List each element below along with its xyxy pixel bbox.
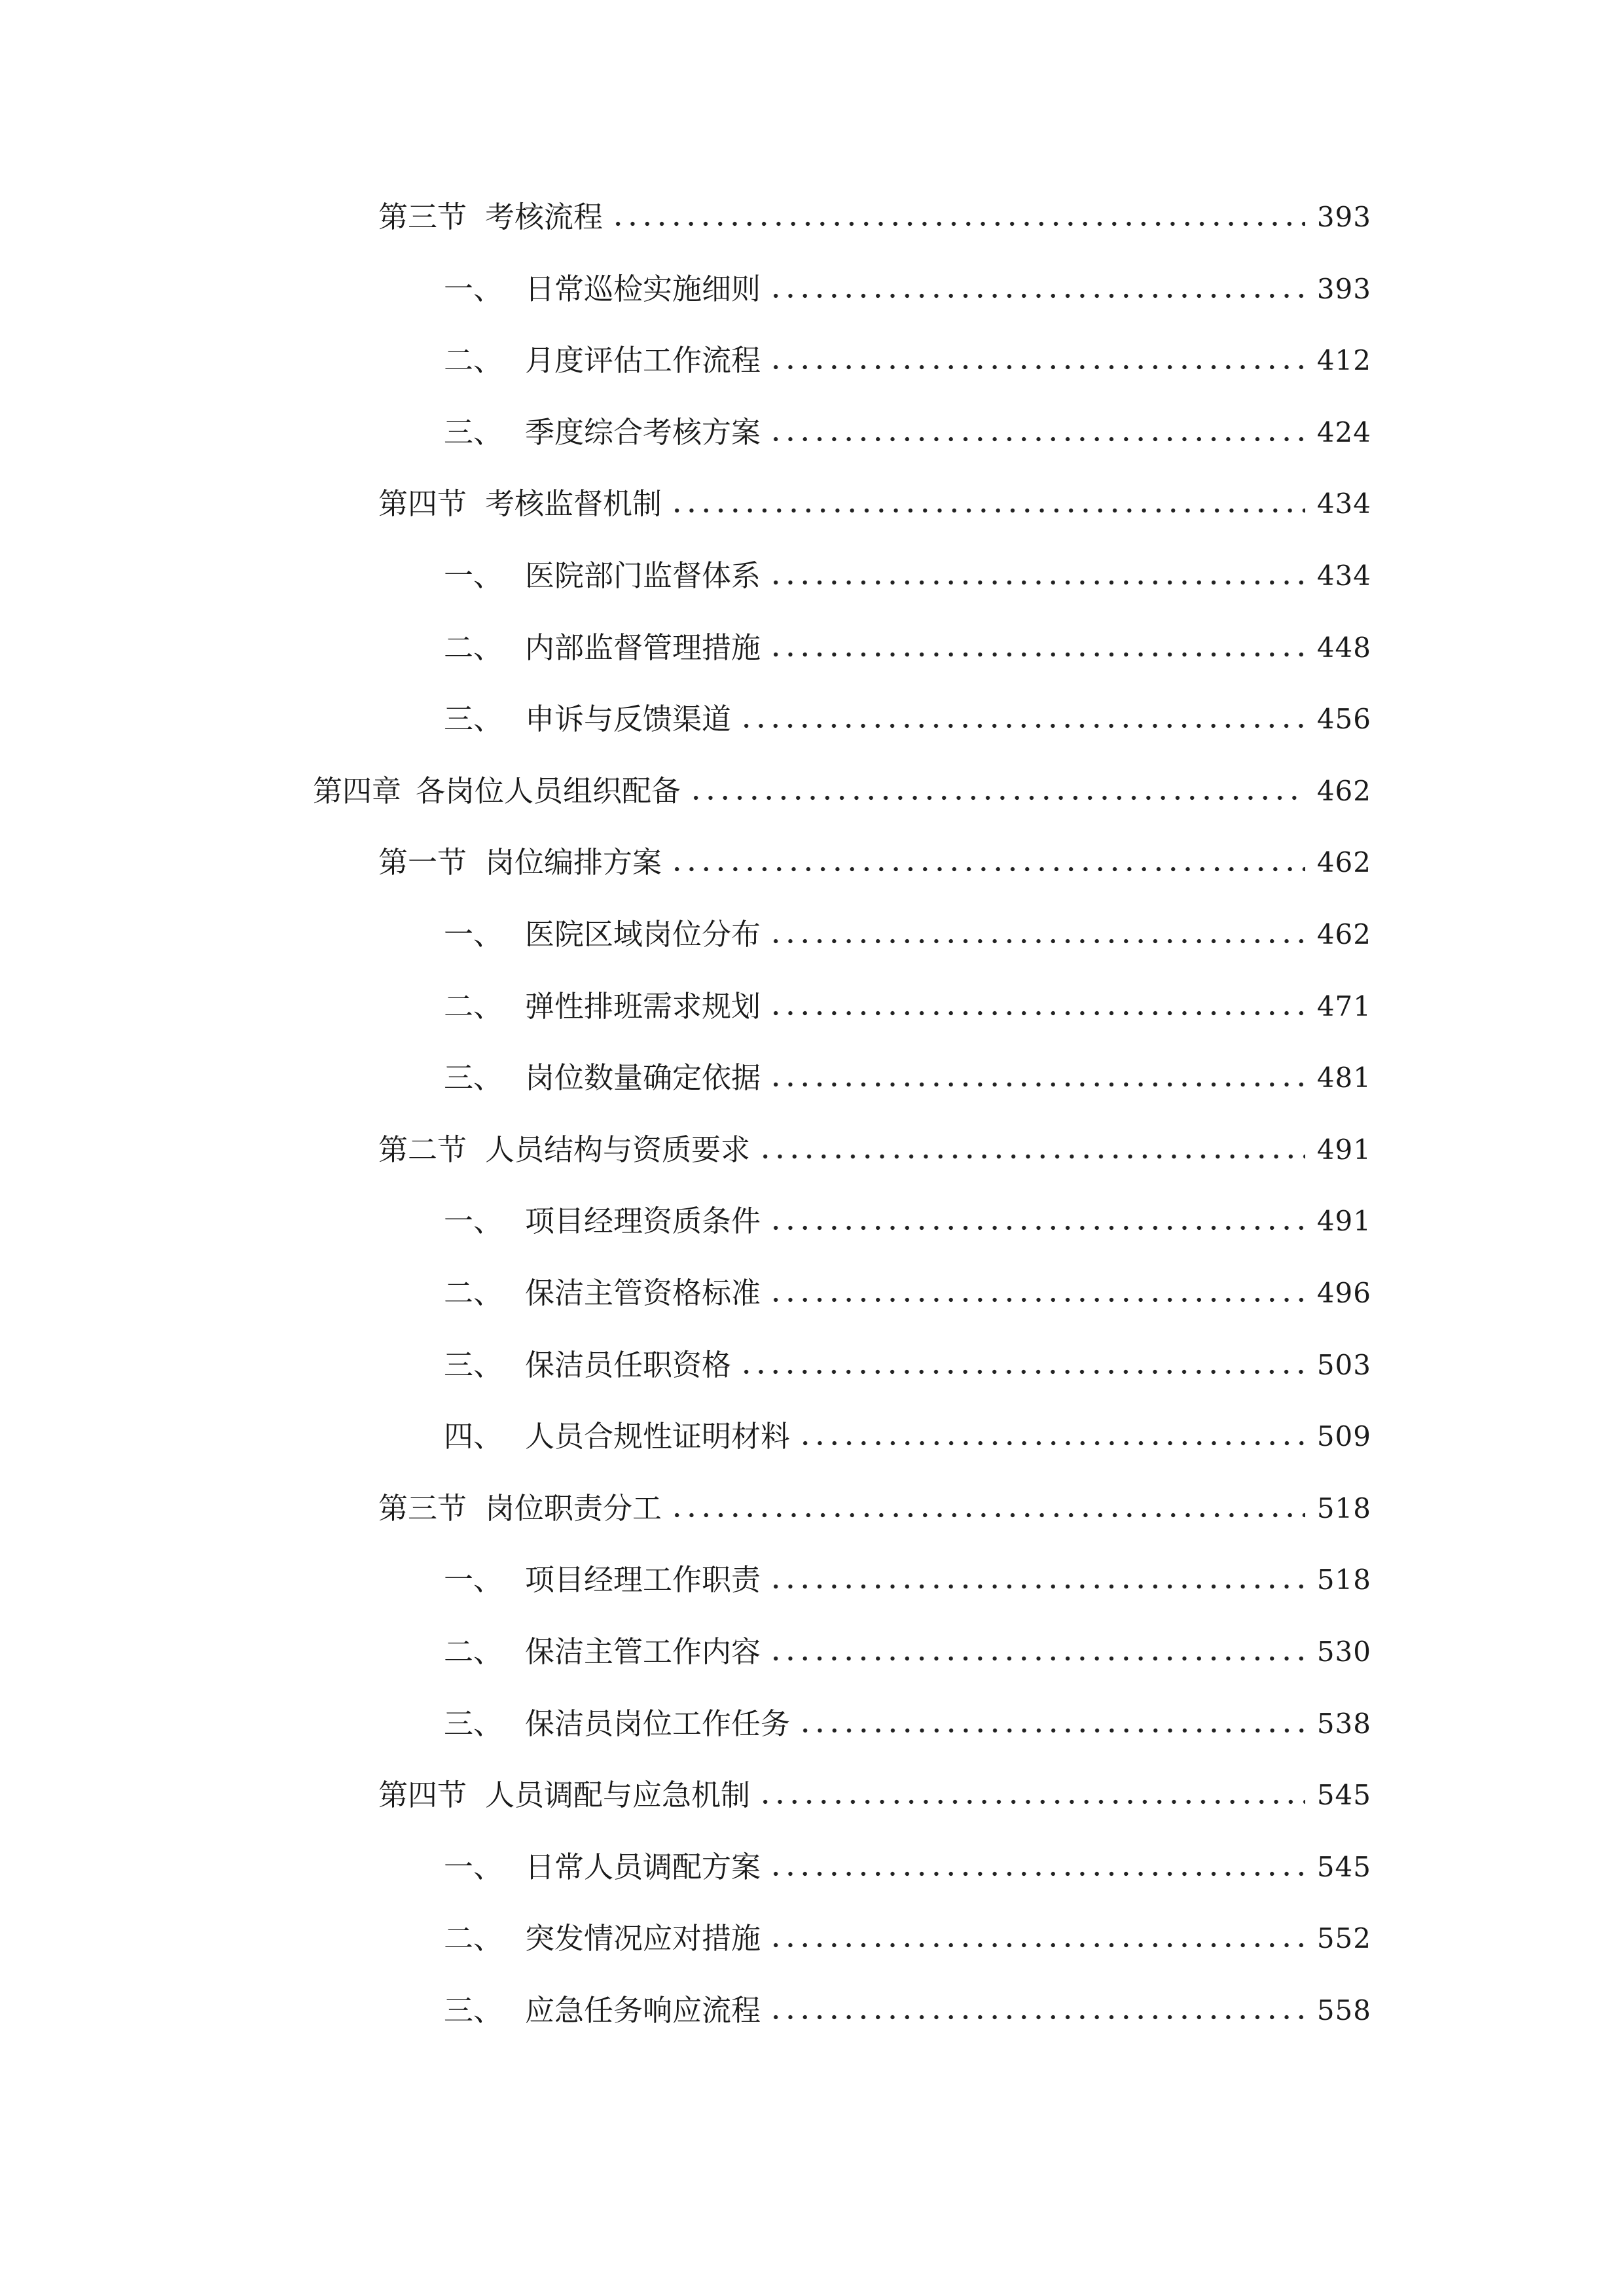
toc-entry-label xyxy=(444,625,761,671)
toc-entry-page-number: 509 xyxy=(1316,1420,1371,1452)
toc-entry-title: 日常人员调配方案 xyxy=(525,1850,761,1884)
toc-entry-page-number: 424 xyxy=(1316,416,1371,448)
toc-entry-label xyxy=(444,553,761,599)
toc-dot-leader xyxy=(768,410,1305,456)
toc-entry-chapter[interactable] xyxy=(313,768,1371,814)
toc-entry-label xyxy=(378,481,662,527)
toc-entry-page-number: 552 xyxy=(1316,1922,1371,1954)
toc-entry-page-number: 434 xyxy=(1316,488,1371,520)
toc-entry-item[interactable] xyxy=(444,1988,1371,2034)
toc-entry-number: 三、 xyxy=(444,1348,503,1382)
toc-entry-item[interactable] xyxy=(444,410,1371,456)
toc-entry-item[interactable] xyxy=(444,1198,1371,1244)
toc-entry-number: 第四章 xyxy=(313,774,402,808)
toc-entry-label xyxy=(444,338,761,384)
toc-entry-section[interactable] xyxy=(378,1127,1371,1173)
toc-entry-item[interactable] xyxy=(444,1557,1371,1603)
toc-dot-leader xyxy=(768,266,1305,312)
toc-entry-page-number: 491 xyxy=(1316,1134,1371,1166)
toc-dot-leader xyxy=(768,1557,1305,1603)
toc-entry-page-number: 503 xyxy=(1316,1349,1371,1381)
toc-entry-page-number: 412 xyxy=(1316,344,1371,376)
toc-dot-leader xyxy=(768,1198,1305,1244)
toc-entry-item[interactable] xyxy=(444,1844,1371,1890)
toc-dot-leader xyxy=(739,696,1305,742)
toc-dot-leader xyxy=(798,1701,1305,1747)
toc-dot-leader xyxy=(768,625,1305,671)
toc-entry-title: 项目经理工作职责 xyxy=(525,1562,761,1597)
toc-entry-title: 应急任务响应流程 xyxy=(525,1993,761,2028)
toc-entry-item[interactable] xyxy=(444,912,1371,958)
toc-entry-title: 月度评估工作流程 xyxy=(525,343,761,378)
toc-entry-title: 保洁员任职资格 xyxy=(525,1348,732,1382)
toc-entry-page-number: 545 xyxy=(1316,1779,1371,1811)
toc-entry-number: 四、 xyxy=(444,1419,503,1454)
toc-entry-number: 一、 xyxy=(444,1562,503,1597)
toc-entry-number: 三、 xyxy=(444,702,503,736)
toc-entry-item[interactable] xyxy=(444,625,1371,671)
toc-entry-item[interactable] xyxy=(444,696,1371,742)
toc-entry-title: 医院部门监督体系 xyxy=(525,558,761,593)
toc-entry-page-number: 456 xyxy=(1316,703,1371,735)
toc-entry-number: 一、 xyxy=(444,917,503,952)
toc-entry-page-number: 393 xyxy=(1316,273,1371,305)
toc-entry-number: 三、 xyxy=(444,1060,503,1095)
toc-entry-number: 第四节 xyxy=(378,1778,467,1812)
toc-dot-leader xyxy=(670,481,1305,527)
toc-entry-section[interactable] xyxy=(378,1772,1371,1818)
toc-entry-number: 三、 xyxy=(444,415,503,450)
toc-entry-number: 一、 xyxy=(444,272,503,306)
toc-entry-number: 二、 xyxy=(444,343,503,378)
toc-entry-number: 第二节 xyxy=(378,1132,467,1167)
toc-entry-title: 保洁主管工作内容 xyxy=(525,1634,761,1669)
toc-entry-title: 考核监督机制 xyxy=(485,486,662,521)
toc-dot-leader xyxy=(768,1055,1305,1101)
toc-entry-item[interactable] xyxy=(444,1701,1371,1747)
toc-entry-title: 岗位编排方案 xyxy=(485,845,662,880)
toc-entry-title: 保洁员岗位工作任务 xyxy=(525,1706,791,1741)
toc-dot-leader xyxy=(768,553,1305,599)
toc-entry-number: 第一节 xyxy=(378,845,467,880)
toc-entry-item[interactable] xyxy=(444,1055,1371,1101)
toc-entry-title: 人员结构与资质要求 xyxy=(485,1132,751,1167)
toc-entry-label xyxy=(378,840,662,886)
toc-entry-number: 三、 xyxy=(444,1993,503,2028)
toc-entry-page-number: 491 xyxy=(1316,1205,1371,1237)
toc-entry-page-number: 448 xyxy=(1316,632,1371,664)
toc-dot-leader xyxy=(758,1127,1305,1173)
toc-entry-label xyxy=(444,1916,761,1962)
toc-entry-page-number: 538 xyxy=(1316,1708,1371,1740)
toc-entry-label xyxy=(313,768,681,814)
toc-entry-title: 各岗位人员组织配备 xyxy=(416,774,681,808)
toc-entry-label xyxy=(444,696,731,742)
toc-entry-title: 保洁主管资格标准 xyxy=(525,1276,761,1310)
toc-entry-label xyxy=(444,1414,790,1460)
toc-dot-leader xyxy=(611,194,1305,240)
toc-entry-label xyxy=(444,984,761,1030)
toc-entry-label xyxy=(444,1270,761,1316)
toc-entry-title: 岗位职责分工 xyxy=(485,1491,662,1526)
toc-dot-leader xyxy=(768,1844,1305,1890)
toc-entry-label xyxy=(444,1055,761,1101)
toc-entry-label xyxy=(444,1557,761,1603)
toc-entry-label xyxy=(444,1701,790,1747)
toc-entry-label xyxy=(444,410,761,456)
toc-entry-label xyxy=(444,1342,731,1388)
toc-dot-leader xyxy=(768,1988,1305,2034)
toc-entry-section[interactable] xyxy=(378,1486,1371,1532)
toc-entry-item[interactable] xyxy=(444,1270,1371,1316)
toc-dot-leader xyxy=(768,1916,1305,1962)
toc-entry-page-number: 545 xyxy=(1316,1851,1371,1883)
toc-entry-label xyxy=(444,1198,761,1244)
toc-dot-leader xyxy=(768,1270,1305,1316)
toc-entry-label xyxy=(444,1988,761,2034)
toc-dot-leader xyxy=(768,1629,1305,1675)
toc-entry-item[interactable] xyxy=(444,1916,1371,1962)
toc-entry-title: 岗位数量确定依据 xyxy=(525,1060,761,1095)
toc-entry-page-number: 471 xyxy=(1316,990,1371,1022)
toc-dot-leader xyxy=(670,1486,1305,1532)
toc-entry-title: 项目经理资质条件 xyxy=(525,1204,761,1238)
toc-entry-label xyxy=(378,1772,750,1818)
toc-entry-item[interactable] xyxy=(444,1629,1371,1675)
toc-entry-label xyxy=(378,1486,662,1532)
toc-entry-number: 一、 xyxy=(444,558,503,593)
toc-entry-title: 人员调配与应急机制 xyxy=(485,1778,751,1812)
toc-entry-page-number: 481 xyxy=(1316,1062,1371,1094)
toc-entry-title: 考核流程 xyxy=(485,200,604,234)
toc-entry-label xyxy=(444,266,761,312)
toc-entry-item[interactable] xyxy=(444,553,1371,599)
toc-entry-title: 内部监督管理措施 xyxy=(525,630,761,665)
toc-entry-section[interactable] xyxy=(378,840,1371,886)
toc-dot-leader xyxy=(739,1342,1305,1388)
toc-entry-item[interactable] xyxy=(444,984,1371,1030)
toc-dot-leader xyxy=(768,984,1305,1030)
toc-entry-number: 第三节 xyxy=(378,1491,467,1526)
toc-entry-page-number: 518 xyxy=(1316,1492,1371,1524)
toc-entry-section[interactable] xyxy=(378,194,1371,240)
toc-entry-number: 第三节 xyxy=(378,200,467,234)
toc-entry-number: 二、 xyxy=(444,1276,503,1310)
toc-entry-number: 第四节 xyxy=(378,486,467,521)
toc-entry-page-number: 462 xyxy=(1316,918,1371,950)
toc-entry-title: 弹性排班需求规划 xyxy=(525,989,761,1024)
toc-entry-label xyxy=(444,912,761,958)
toc-entry-number: 二、 xyxy=(444,1634,503,1669)
toc-entry-title: 突发情况应对措施 xyxy=(525,1921,761,1956)
toc-dot-leader xyxy=(689,768,1305,814)
toc-entry-item[interactable] xyxy=(444,1342,1371,1388)
toc-entry-page-number: 434 xyxy=(1316,560,1371,592)
toc-entry-number: 二、 xyxy=(444,1921,503,1956)
toc-dot-leader xyxy=(758,1772,1305,1818)
toc-entry-title: 人员合规性证明材料 xyxy=(525,1419,791,1454)
toc-entry-number: 一、 xyxy=(444,1204,503,1238)
toc-entry-page-number: 496 xyxy=(1316,1277,1371,1309)
toc-entry-number: 二、 xyxy=(444,989,503,1024)
toc-entry-page-number: 518 xyxy=(1316,1564,1371,1596)
toc-entry-label xyxy=(378,1127,750,1173)
toc-entry-page-number: 462 xyxy=(1316,775,1371,807)
toc-entry-number: 一、 xyxy=(444,1850,503,1884)
toc-entry-label xyxy=(378,194,603,240)
toc-entry-item[interactable] xyxy=(444,266,1371,312)
toc-entry-page-number: 530 xyxy=(1316,1636,1371,1668)
toc-entry-title: 日常巡检实施细则 xyxy=(525,272,761,306)
toc-dot-leader xyxy=(768,912,1305,958)
toc-dot-leader xyxy=(798,1414,1305,1460)
toc-entry-number: 三、 xyxy=(444,1706,503,1741)
toc-entry-title: 申诉与反馈渠道 xyxy=(525,702,732,736)
toc-entry-number: 二、 xyxy=(444,630,503,665)
toc-entry-item[interactable] xyxy=(444,338,1371,384)
toc-entry-item[interactable] xyxy=(444,1414,1371,1460)
toc-entry-section[interactable] xyxy=(378,481,1371,527)
toc-entry-label xyxy=(444,1629,761,1675)
toc-dot-leader xyxy=(768,338,1305,384)
toc-entry-page-number: 462 xyxy=(1316,846,1371,878)
toc-dot-leader xyxy=(670,840,1305,886)
toc-entry-title: 季度综合考核方案 xyxy=(525,415,761,450)
toc-entry-page-number: 558 xyxy=(1316,1994,1371,2026)
toc-entry-page-number: 393 xyxy=(1316,201,1371,233)
toc-entry-label xyxy=(444,1844,761,1890)
toc-entry-title: 医院区域岗位分布 xyxy=(525,917,761,952)
